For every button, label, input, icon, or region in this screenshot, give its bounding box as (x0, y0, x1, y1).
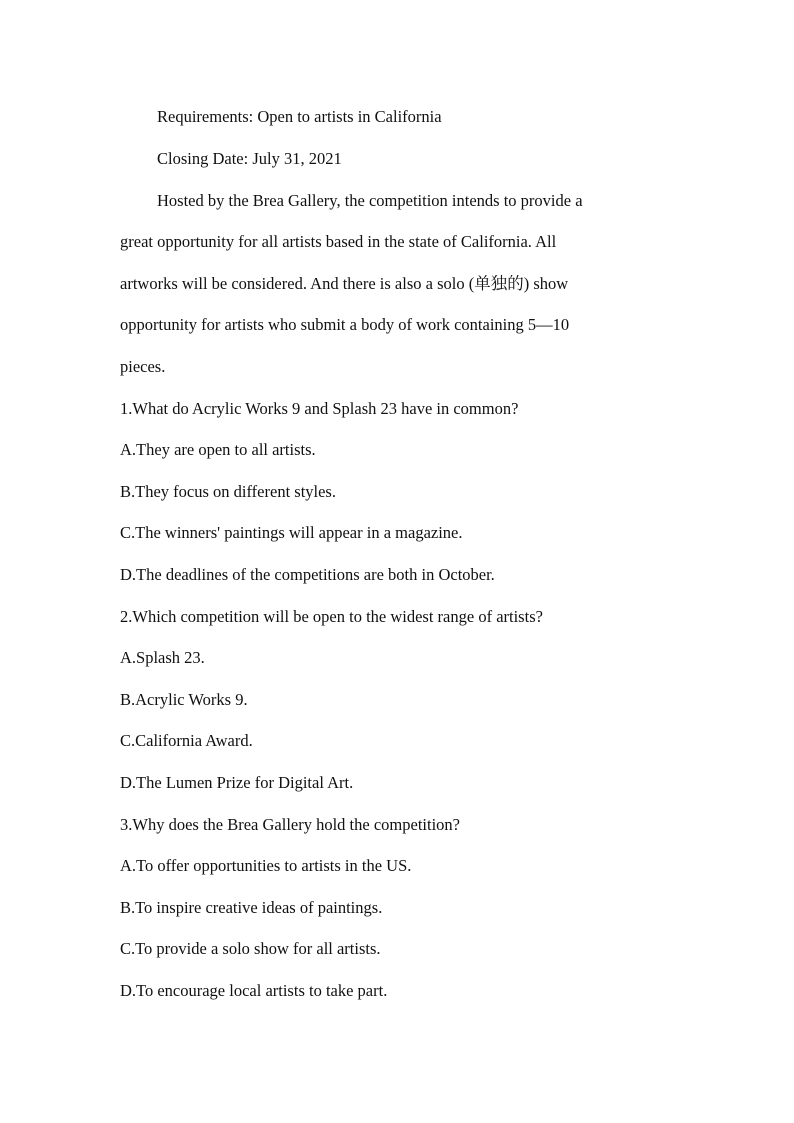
requirements-line: Requirements: Open to artists in California (157, 107, 442, 126)
question-1-option-b: B.They focus on different styles. (120, 482, 336, 501)
question-3-option-b: B.To inspire creative ideas of paintings. (120, 898, 383, 917)
question-3-option-a: A.To offer opportunities to artists in the US. (120, 856, 412, 875)
question-3-option-d: D.To encourage local artists to take part. (120, 981, 388, 1000)
question-2-option-b: B.Acrylic Works 9. (120, 690, 248, 709)
question-2-stem: 2.Which competition will be open to the widest range of artists? (120, 607, 543, 626)
question-3-option-c: C.To provide a solo show for all artists. (120, 939, 381, 958)
question-1-stem: 1.What do Acrylic Works 9 and Splash 23 have in common? (120, 399, 519, 418)
description-line: opportunity for artists who submit a body of work containing 5—10 (120, 315, 570, 334)
question-1-option-a: A.They are open to all artists. (120, 440, 316, 459)
question-1-option-c: C.The winners' paintings will appear in a magazine. (120, 523, 463, 542)
closing-date-line: Closing Date: July 31, 2021 (157, 149, 342, 168)
description-line: Hosted by the Brea Gallery, the competition intends to provide a (157, 191, 583, 210)
question-1-option-d: D.The deadlines of the competitions are both in October. (120, 565, 495, 584)
question-2-option-d: D.The Lumen Prize for Digital Art. (120, 773, 354, 792)
question-2-option-c: C.California Award. (120, 731, 253, 750)
question-2-option-a: A.Splash 23. (120, 648, 205, 667)
description-line: great opportunity for all artists based in the state of California. All (120, 232, 557, 251)
question-3-stem: 3.Why does the Brea Gallery hold the competition? (120, 815, 460, 834)
description-line: pieces. (120, 357, 166, 376)
description-line: artworks will be considered. And there is also a solo (单独的) show (120, 274, 569, 293)
